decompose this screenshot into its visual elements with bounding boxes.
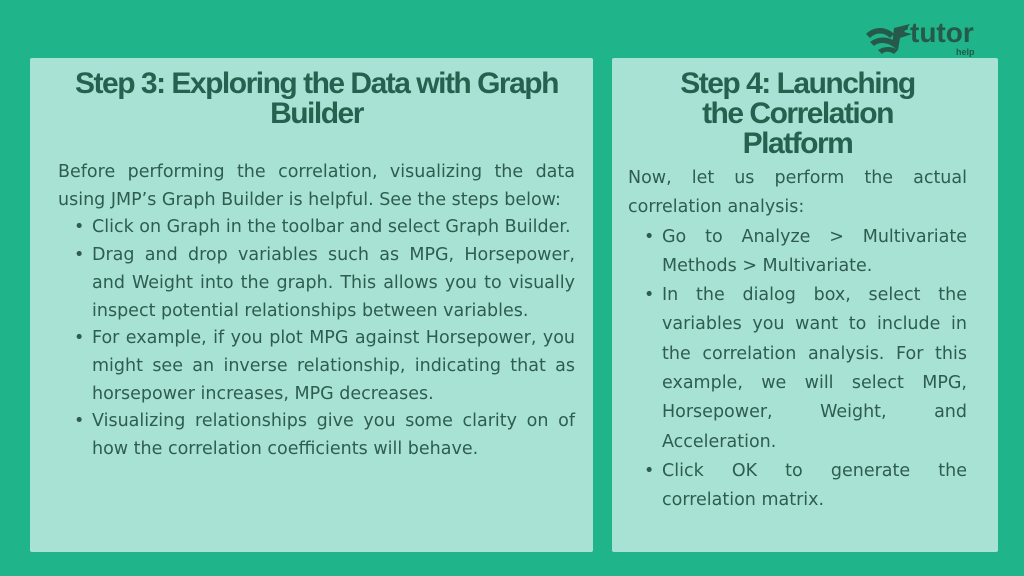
list-item bbox=[628, 223, 967, 282]
bullet-text: Click OK to generate the correlation matrix. bbox=[662, 460, 967, 511]
list-item bbox=[58, 408, 575, 463]
bullet-text: Go to Analyze > Multivariate Methods > Multivariate. bbox=[662, 226, 967, 276]
bullet-text: Click on Graph in the toolbar and select Graph Builder. bbox=[92, 217, 571, 238]
step-3-intro: Before performing the correlation, visualizing the data using JMP’s Graph Builder is helpful. See the steps below: bbox=[58, 162, 575, 210]
bullet-text: Visualizing relationships give you some clarity on of how the correlation coefficients will behave. bbox=[92, 411, 575, 460]
bullet-text: Drag and drop variables such as MPG, Horsepower, and Weight into the graph. This allows you to visually inspect potential relationships between variables. bbox=[92, 245, 575, 321]
bullet-icon: • bbox=[74, 411, 85, 432]
bullet-text: For example, if you plot MPG against Horsepower, you might see an inverse relationship, indicating that as horsepower increases, MPG decreases. bbox=[92, 328, 575, 404]
step-3-panel bbox=[30, 58, 593, 552]
list-item bbox=[58, 325, 575, 408]
logo-wordmark: tutor bbox=[910, 17, 974, 48]
step-3-bullet-list bbox=[58, 214, 575, 463]
bullet-icon: • bbox=[644, 285, 655, 306]
step-4-title-text: Step 4: Launching the Correlation Platform bbox=[680, 67, 915, 160]
bullet-icon: • bbox=[644, 460, 655, 481]
list-item bbox=[628, 457, 967, 516]
bullet-icon: • bbox=[74, 328, 85, 349]
bullet-text: In the dialog box, select the variables you want to include in the correlation analysis. For this example, we will select MPG, Horsepower, Weight, and Acceleration. bbox=[662, 285, 967, 452]
step-3-title: Step 3: Exploring the Data with Graph Builder bbox=[75, 67, 558, 130]
list-item bbox=[58, 214, 575, 242]
bullet-icon: • bbox=[74, 245, 85, 266]
list-item bbox=[628, 281, 967, 457]
list-item bbox=[58, 242, 575, 325]
step-4-panel bbox=[612, 58, 998, 552]
step-4-intro: Now, let us perform the actual correlation analysis: bbox=[628, 168, 967, 218]
bird-icon bbox=[864, 20, 916, 60]
logo-tagline: help bbox=[956, 47, 975, 57]
bullet-icon: • bbox=[74, 217, 85, 238]
step-4-title bbox=[628, 69, 967, 159]
step-4-bullet-list bbox=[628, 223, 967, 516]
bullet-icon: • bbox=[644, 226, 655, 247]
tutor-help-desk-logo bbox=[864, 17, 996, 60]
